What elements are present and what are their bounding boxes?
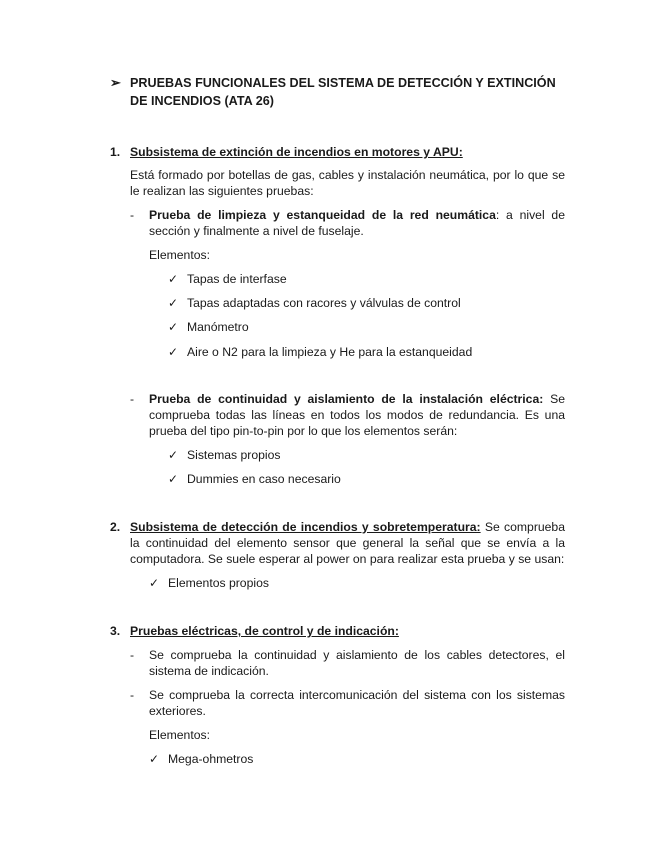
section2-paragraph xyxy=(130,519,565,567)
list-item xyxy=(168,471,178,487)
list-item-text: Sistemas propios xyxy=(187,448,281,462)
test2-paragraph xyxy=(149,391,565,439)
section1-intro: Está formado por botellas de gas, cables y instalación neumática, por lo que se le realizan las siguientes pruebas: xyxy=(130,168,565,198)
test2-title: Prueba de continuidad y aislamiento de la instalación eléctrica: xyxy=(149,392,544,406)
section3-number: 3. xyxy=(110,624,121,638)
test1-title: Prueba de limpieza y estanqueidad de la red neumática xyxy=(149,208,496,222)
list-item-text: Mega-ohmetros xyxy=(168,752,254,766)
list-item-text: Tapas de interfase xyxy=(187,272,287,286)
main-heading-line1: PRUEBAS FUNCIONALES DEL SISTEMA DE DETECCIÓN Y EXTINCIÓN xyxy=(130,76,556,90)
checkmark-icon: ✓ xyxy=(168,296,179,310)
list-item xyxy=(168,271,178,287)
test2-dash: - xyxy=(130,392,135,406)
section2-text: Se comprueba la continuidad del elemento sensor que general la señal que se envía a la computadora. Se suele esperar al power on para realizar esta prueba y se usan: xyxy=(130,520,565,566)
list-item-text: Manómetro xyxy=(187,320,249,334)
section2-title: Subsistema de detección de incendios y sobretemperatura: xyxy=(130,520,481,534)
list-item xyxy=(168,295,178,311)
list-item xyxy=(149,575,159,591)
list-item xyxy=(168,319,178,335)
test1-dash: - xyxy=(130,208,135,222)
checkmark-icon: ✓ xyxy=(168,472,179,486)
checkmark-icon: ✓ xyxy=(168,345,179,359)
item2-dash: - xyxy=(130,688,135,702)
section3-item1: Se comprueba la continuidad y aislamiento de los cables detectores, el sistema de indicación. xyxy=(149,648,565,678)
test1-text: : a nivel de sección y finalmente a nivel de fuselaje. xyxy=(149,208,565,238)
checkmark-icon: ✓ xyxy=(149,576,160,590)
checkmark-icon: ✓ xyxy=(149,752,160,766)
main-heading-text xyxy=(130,74,570,110)
elements-label: Elementos: xyxy=(149,728,210,742)
elements-label: Elementos: xyxy=(149,248,210,262)
list-item-text: Aire o N2 para la limpieza y He para la estanqueidad xyxy=(187,345,473,359)
section1-number: 1. xyxy=(110,145,121,159)
list-item-text: Elementos propios xyxy=(168,576,269,590)
item1-dash: - xyxy=(130,648,135,662)
list-item-text: Dummies en caso necesario xyxy=(187,472,341,486)
section3-item2: Se comprueba la correcta intercomunicación del sistema con los sistemas exteriores. xyxy=(149,688,565,718)
section3-title: Pruebas eléctricas, de control y de indicación: xyxy=(130,624,399,638)
list-item xyxy=(168,447,178,463)
main-heading-line2: DE INCENDIOS (ATA 26) xyxy=(130,94,274,108)
list-item xyxy=(149,751,159,767)
test1-paragraph xyxy=(149,207,565,239)
section2-number: 2. xyxy=(110,520,121,534)
arrow-bullet-icon: ➢ xyxy=(110,75,121,90)
checkmark-icon: ✓ xyxy=(168,320,179,334)
list-item-text: Tapas adaptadas con racores y válvulas de control xyxy=(187,296,461,310)
list-item xyxy=(168,344,178,360)
section1-title: Subsistema de extinción de incendios en motores y APU: xyxy=(130,145,463,159)
checkmark-icon: ✓ xyxy=(168,448,179,462)
checkmark-icon: ✓ xyxy=(168,272,179,286)
test2-text: Se comprueba todas las líneas en todos los modos de redundancia. Es una prueba del tipo pin-to-pin por lo que los elementos serán: xyxy=(149,392,566,438)
